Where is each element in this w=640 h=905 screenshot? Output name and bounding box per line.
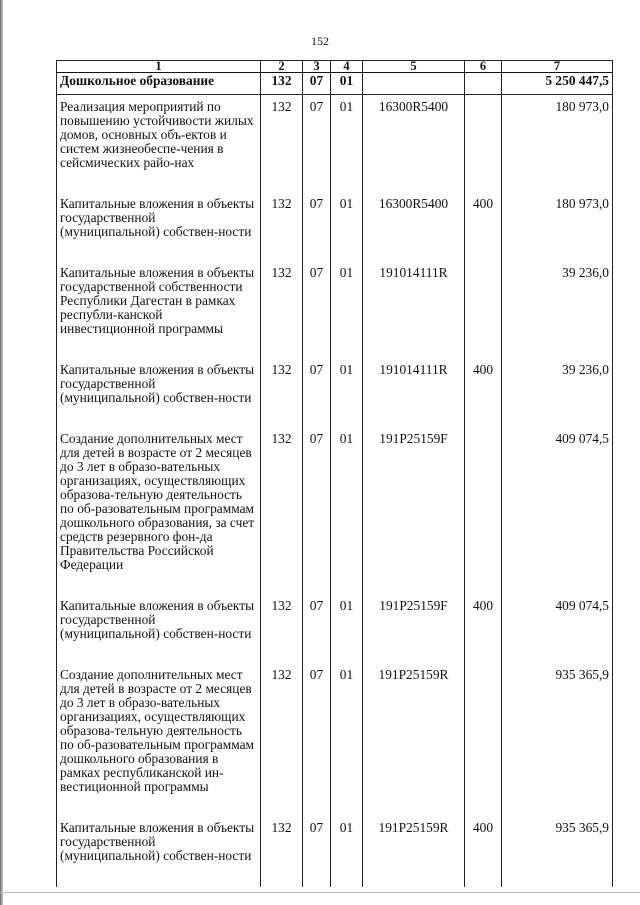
table-row <box>57 663 613 816</box>
row-amount: 180 973,0 <box>502 95 613 193</box>
column-header-2: 2 <box>261 61 303 73</box>
table-row <box>57 594 613 663</box>
row-col3: 07 <box>303 358 331 427</box>
section-col5 <box>363 73 465 95</box>
row-col4: 01 <box>331 427 363 594</box>
row-target-code: 191P25159R <box>363 816 465 887</box>
row-amount: 180 973,0 <box>502 192 613 261</box>
row-col3: 07 <box>303 663 331 816</box>
row-col4: 01 <box>331 192 363 261</box>
scan-edge-bottom <box>0 892 640 893</box>
row-amount: 935 365,9 <box>502 816 613 887</box>
section-col6 <box>465 73 502 95</box>
row-col4: 01 <box>331 663 363 816</box>
row-name <box>57 594 261 663</box>
table-row <box>57 427 613 594</box>
row-col2: 132 <box>261 427 303 594</box>
row-col3: 07 <box>303 192 331 261</box>
column-header-1: 1 <box>57 61 261 73</box>
section-row <box>57 73 613 95</box>
row-target-code: 16300R5400 <box>363 192 465 261</box>
row-col2: 132 <box>261 192 303 261</box>
row-name-text: Реализация мероприятий по повышению устойчивости жилых домов, основных объ-ектов и систем жизнеобеспе-чения в сейсмических райо-нах <box>60 99 254 170</box>
row-amount: 935 365,9 <box>502 663 613 816</box>
row-name <box>57 358 261 427</box>
row-target-code: 191P25159R <box>363 663 465 816</box>
section-col4: 01 <box>331 73 363 95</box>
row-name-text: Создание дополнительных мест для детей в возрасте от 2 месяцев до 3 лет в образо-вательных организациях, осуществляющих образова-тельную деятельность по об-разовательным программам дошкольного образования в рамках республиканской ин-вестиционной программы <box>60 667 254 794</box>
row-target-code: 191P25159F <box>363 594 465 663</box>
table-row <box>57 261 613 358</box>
scan-edge-left <box>0 0 3 905</box>
row-name-text: Капитальные вложения в объекты государственной (муниципальной) собствен-ности <box>60 362 255 405</box>
row-target-code: 16300R5400 <box>363 95 465 193</box>
row-target-code: 191P25159F <box>363 427 465 594</box>
row-col4: 01 <box>331 358 363 427</box>
row-name-text: Капитальные вложения в объекты государственной (муниципальной) собствен-ности <box>60 598 255 641</box>
row-col2: 132 <box>261 358 303 427</box>
row-col4: 01 <box>331 816 363 887</box>
section-amount: 5 250 447,5 <box>502 73 613 95</box>
section-col3: 07 <box>303 73 331 95</box>
table-row <box>57 816 613 887</box>
row-col2: 132 <box>261 261 303 358</box>
row-col2: 132 <box>261 594 303 663</box>
row-col4: 01 <box>331 95 363 193</box>
row-col3: 07 <box>303 594 331 663</box>
row-col2: 132 <box>261 816 303 887</box>
row-name <box>57 95 261 193</box>
row-name-text: Капитальные вложения в объекты государственной (муниципальной) собствен-ности <box>60 196 255 239</box>
page-number: 152 <box>311 34 329 48</box>
row-amount: 409 074,5 <box>502 594 613 663</box>
row-col4: 01 <box>331 594 363 663</box>
row-name-text: Капитальные вложения в объекты государственной (муниципальной) собствен-ности <box>60 820 255 863</box>
column-header-3: 3 <box>303 61 331 73</box>
row-expense-type: 400 <box>465 594 502 663</box>
column-header-6: 6 <box>465 61 502 73</box>
row-name <box>57 192 261 261</box>
row-col3: 07 <box>303 816 331 887</box>
row-expense-type <box>465 427 502 594</box>
row-name-text: Создание дополнительных мест для детей в возрасте от 2 месяцев до 3 лет в образо-вательных организациях, осуществляющих образова-тельную деятельность по об-разовательным программам дошкольного образования, за счет средств резервного фон-да Правительства Российской Федерации <box>60 431 255 572</box>
row-amount: 39 236,0 <box>502 358 613 427</box>
row-col3: 07 <box>303 95 331 193</box>
row-expense-type <box>465 261 502 358</box>
row-amount: 39 236,0 <box>502 261 613 358</box>
column-header-7: 7 <box>502 61 613 73</box>
row-target-code: 191014111R <box>363 358 465 427</box>
row-col2: 132 <box>261 95 303 193</box>
row-name <box>57 427 261 594</box>
row-expense-type: 400 <box>465 816 502 887</box>
section-name: Дошкольное образование <box>57 73 261 95</box>
column-header-5: 5 <box>363 61 465 73</box>
row-col3: 07 <box>303 261 331 358</box>
table-row <box>57 95 613 193</box>
section-col2: 132 <box>261 73 303 95</box>
row-name <box>57 261 261 358</box>
row-expense-type <box>465 95 502 193</box>
row-target-code: 191014111R <box>363 261 465 358</box>
column-header-4: 4 <box>331 61 363 73</box>
row-amount: 409 074,5 <box>502 427 613 594</box>
table-row <box>57 358 613 427</box>
row-col2: 132 <box>261 663 303 816</box>
row-expense-type: 400 <box>465 358 502 427</box>
table-row <box>57 192 613 261</box>
row-expense-type: 400 <box>465 192 502 261</box>
row-col3: 07 <box>303 427 331 594</box>
column-number-header-row <box>57 61 613 73</box>
row-name-text: Капитальные вложения в объекты государственной собственности Республики Дагестан в рамках республи-канской инвестиционной программы <box>60 265 255 336</box>
row-col4: 01 <box>331 261 363 358</box>
row-expense-type <box>465 663 502 816</box>
budget-table <box>56 60 613 887</box>
row-name <box>57 816 261 887</box>
row-name <box>57 663 261 816</box>
